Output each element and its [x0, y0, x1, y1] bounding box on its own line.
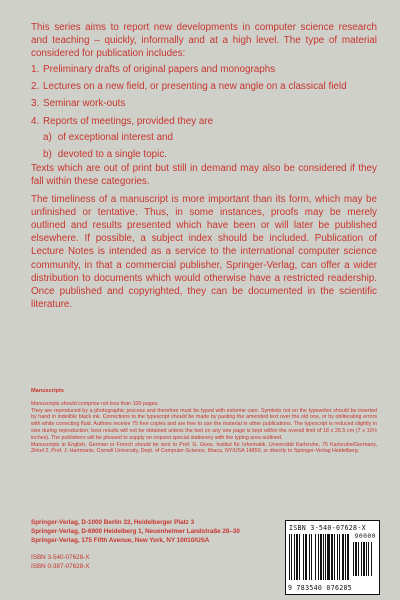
sublist-item-text: devoted to a single topic. [57, 148, 167, 160]
sublist-item [43, 148, 377, 161]
list-item [31, 80, 377, 93]
meeting-conditions-list [43, 131, 377, 161]
sublist-item [43, 131, 377, 144]
list-item-text: Seminar work-outs [43, 98, 126, 110]
isbn-list [31, 554, 89, 571]
intro-lead: This series aims to report new developments in computer science research and teaching – quickly, informally and at a high level. The type of material considered for publication includes: [31, 22, 377, 60]
isbn-line: ISBN 3-540-07628-X [31, 554, 90, 561]
list-item-number: 2. [31, 81, 40, 93]
manuscripts-typing-paragraph: They are reproduced by a photographic process and therefore must be typed with extreme care. Symbols not on the typewriter should be inserted by hand in indelible black ink. Corrections to the typescript should be made by pasting the amended text over the old one, or by obliterating errors with white correcting fluid. Authors receive 75 free copies and are free to use the material in other publications. The typescript is reduced slightly in size during reproduction; best results will not be obtained unless the text on any one page is kept within the overall limit of 18 x 26.5 cm (7 x 10½ inches). The publishers will be pleased to supply on request special stationery with the typing area outlined. [31, 407, 377, 441]
address-line: Springer-Verlag, D-6900 Heidelberg 1, Neuenheimer Landstraße 28–30 [31, 527, 240, 535]
barcode-supplement-icon [353, 542, 375, 576]
series-description [31, 21, 377, 311]
sublist-item-letter: a) [43, 131, 52, 143]
manuscripts-heading: Manuscripts [31, 388, 64, 394]
barcode-isbn-text: ISBN 3-540-07628-X [289, 524, 366, 532]
out-of-print-paragraph: Texts which are out of print but still in demand may also be considered if they fall within these categories. [31, 162, 377, 187]
barcode-number: 9 783540 076285 [288, 584, 353, 592]
list-item-number: 1. [31, 64, 40, 76]
manuscripts-submission-paragraph: Manuscripts in English, German or French should be sent to Prof. G. Goos, Institut für Informatik, Universität Karlsruhe, 75 Karlsruhe/Germany, Zirkel 2, Prof. J. Hartmanis, Cornell University, Dept. of Computer-Science, Ithaca, NY/USA 14850, or directly to Springer-Verlag Heidelberg. [31, 441, 377, 455]
barcode-supplement-number: 90000 [354, 533, 376, 540]
sublist-item-letter: b) [43, 148, 52, 160]
list-item-text: Lectures on a new field, or presenting a new angle on a classical field [43, 81, 347, 93]
barcode-icon [289, 534, 349, 584]
isbn-line: ISBN 0-387-07628-X [31, 562, 90, 570]
sublist-item-text: of exceptional interest and [57, 131, 174, 143]
list-item-number: 4. [31, 115, 40, 127]
material-types-list [31, 63, 377, 127]
list-item-text: Preliminary drafts of original papers and monographs [43, 64, 276, 76]
list-item-text: Reports of meetings, provided they are [43, 115, 214, 127]
list-item-number: 3. [31, 98, 40, 110]
address-line: Springer-Verlag, 175 Fifth Avenue, New York, NY 10010/USA [31, 536, 210, 544]
manuscripts-length-paragraph: Manuscripts should comprise not less than 100 pages. [31, 400, 159, 407]
manuscripts-section [31, 388, 377, 455]
barcode-panel [285, 520, 380, 595]
list-item [31, 97, 377, 110]
list-item [31, 63, 377, 76]
address-line: Springer-Verlag, D-1000 Berlin 33, Heidelberger Platz 3 [31, 519, 195, 526]
list-item [31, 115, 377, 128]
timeliness-paragraph: The timeliness of a manuscript is more important than its form, which may be unfinished or tentative. Thus, in some instances, proofs may be merely outlined and results presented which have been or will later be published elsewhere. If possible, a subject index should be included. Publication of Lecture Notes is intended as a service to the international computer science community, in that a commercial publisher, Springer-Verlag, can offer a wider distribution to documents which would otherwise have a restricted readership. Once published and copyrighted, they can be documented in the scientific literature. [31, 194, 377, 310]
